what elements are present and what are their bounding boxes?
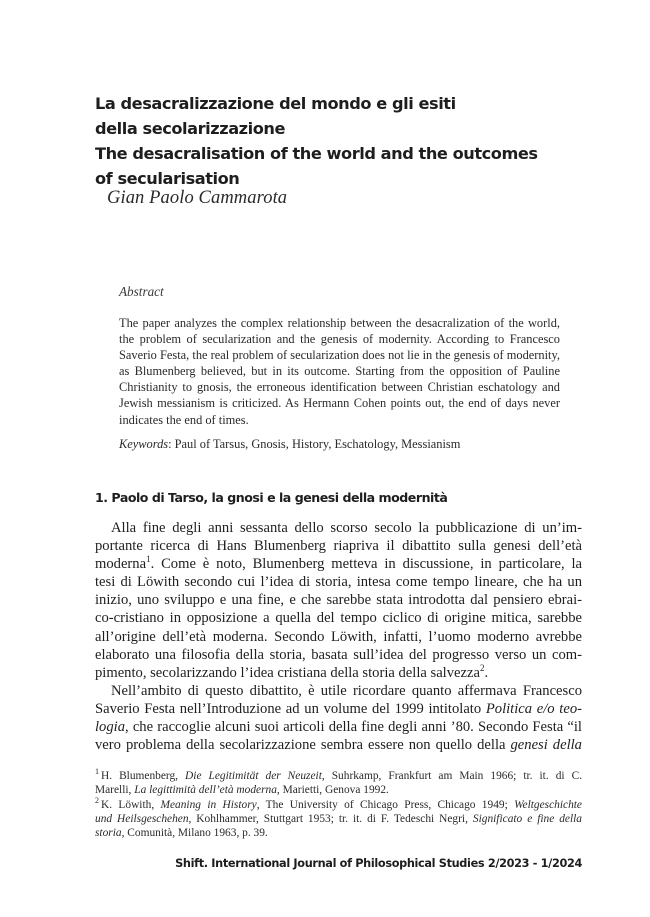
body-paragraph-1-line: co-cristiano in opposizione a quella del tempo ciclico di origine mitica, sarebbe [95, 610, 582, 627]
body-paragraph-1-line [95, 555, 582, 573]
footnotes [95, 769, 582, 840]
body-paragraph-1-line [95, 664, 582, 682]
body-text-run: pimento, secolarizzando l’idea cristiana della storia della salvezza [95, 664, 480, 681]
keywords-label: Keywords [119, 437, 169, 451]
footnote-italic: und Heilsgeschehen [95, 812, 189, 825]
footnote-1-line [95, 769, 582, 783]
body-text [95, 519, 582, 754]
book-title-italic: Politica e/o teo- [485, 700, 582, 717]
body-text-run: Saverio Festa nell’Introduzione ad un volume del 1999 intitolato [95, 700, 486, 717]
article-title [95, 91, 565, 191]
title-english-line-2: of secularisation [95, 169, 240, 188]
body-paragraph-1-line: tesi di Löwith secondo cui l’idea di storia, intesa come tempo lineare, che ha un [95, 574, 582, 591]
body-paragraph-2-line [95, 736, 582, 754]
journal-footer: Shift. International Journal of Philosophical Studies 2/2023 - 1/2024 [175, 857, 582, 870]
body-text-run: . Come è noto, Blumenberg metteva in discussione, in particolare, la [150, 556, 582, 573]
footnote-italic: Die Legitimität der Neuzeit [185, 770, 322, 782]
footnote-text: , Marietti, Genova 1992. [276, 784, 389, 797]
body-text-run: vero problema della secolarizzazione sembra essere non quello della [95, 737, 511, 754]
title-italian-line-2: della secolarizzazione [95, 119, 286, 138]
body-paragraph-1-line: elaborato una filosofia della storia, basata sull’idea del progresso verso un com- [95, 646, 582, 663]
footnote-ref-2[interactable]: 2 [479, 662, 485, 673]
footnote-text: K. Löwith, [101, 798, 161, 811]
footnote-2-line [95, 795, 582, 812]
author-name: Gian Paolo Cammarota [107, 188, 288, 208]
body-paragraph-2-line [95, 718, 582, 736]
footnote-text: , Kohlhammer, Stuttgart 1953; tr. it. di F. Tedeschi Negri, [188, 812, 473, 825]
footnote-2-mark: 2 [95, 795, 99, 805]
footnote-text: Marelli, [95, 784, 135, 797]
book-title-italic: logia [95, 719, 125, 736]
section-heading: 1. Paolo di Tarso, la gnosi e la genesi della modernità [95, 490, 448, 505]
footnote-ref-1[interactable]: 1 [146, 554, 151, 565]
title-italian-line-1: La desacralizzazione del mondo e gli esiti [95, 94, 456, 113]
footnote-2-line [95, 826, 582, 840]
body-paragraph-2-line [95, 700, 582, 718]
abstract-text: The paper analyzes the complex relationship between the desacralization of the world, the problem of secularization and the genesis of modernity. According to Francesco Saverio Festa, the real problem of secularization does not lie in the genesis of modernity, as Blumenberg believed, but in its outcome. Starting from the opposition of Pauline Christianity to gnosis, the erroneous identification between Christian eschatology and Jewish messianism is criticized. As Hermann Cohen points out, the end of days never indicates the end of times. [119, 316, 560, 427]
footnote-italic: Weltgeschichte [514, 798, 582, 811]
body-paragraph-1-line: inizio, uno sviluppo e una fine, e che sarebbe stata introdotta dal pensiero ebrai- [95, 592, 582, 609]
body-paragraph-1-line: all’origine dell’età moderna. Secondo Löwith, infatti, l’uomo moderno avrebbe [95, 628, 582, 645]
footnote-italic: storia [95, 827, 122, 840]
footnote-italic: La legittimità dell’età moderna [134, 784, 277, 797]
body-paragraph-1-line: Alla fine degli anni sessanta dello scorso secolo la pubblicazione di un’im- [111, 520, 582, 536]
footnote-1-line [95, 783, 582, 797]
abstract-heading: Abstract [119, 284, 164, 299]
body-paragraph-2-line: Nell’ambito di questo dibattito, è utile ricordare quanto affermava Francesco [111, 682, 582, 699]
title-english-line-1: The desacralisation of the world and the outcomes [95, 144, 538, 163]
body-text-run: moderna [95, 556, 147, 573]
body-text-run: , che raccoglie alcuni suoi articoli della fine degli anni ’80. Secondo Festa “il [125, 719, 582, 736]
footnote-text: , Comunità, Milano 1963, p. 39. [121, 827, 268, 840]
footnote-text: , The University of Chicago Press, Chicago 1949; [256, 798, 515, 811]
footnote-italic: Significato e fine della [472, 812, 582, 825]
footnote-text: , Suhrkamp, Frankfurt am Main 1966; tr. it. di C. [321, 770, 583, 782]
body-paragraph-1-line: portante ricerca di Hans Blumenberg riapriva il dibattito sulla genesi dell’età [95, 538, 582, 555]
keywords-line [119, 437, 579, 452]
emphasis-italic: genesi della [510, 737, 582, 754]
body-text-run: . [484, 664, 489, 681]
footnote-1-mark: 1 [95, 767, 99, 777]
footnote-text: H. Blumenberg, [101, 770, 186, 782]
keywords-values: : Paul of Tarsus, Gnosis, History, Eschatology, Messianism [168, 437, 461, 451]
footnote-2-line [95, 812, 582, 826]
footnote-italic: Meaning in History [160, 798, 257, 811]
